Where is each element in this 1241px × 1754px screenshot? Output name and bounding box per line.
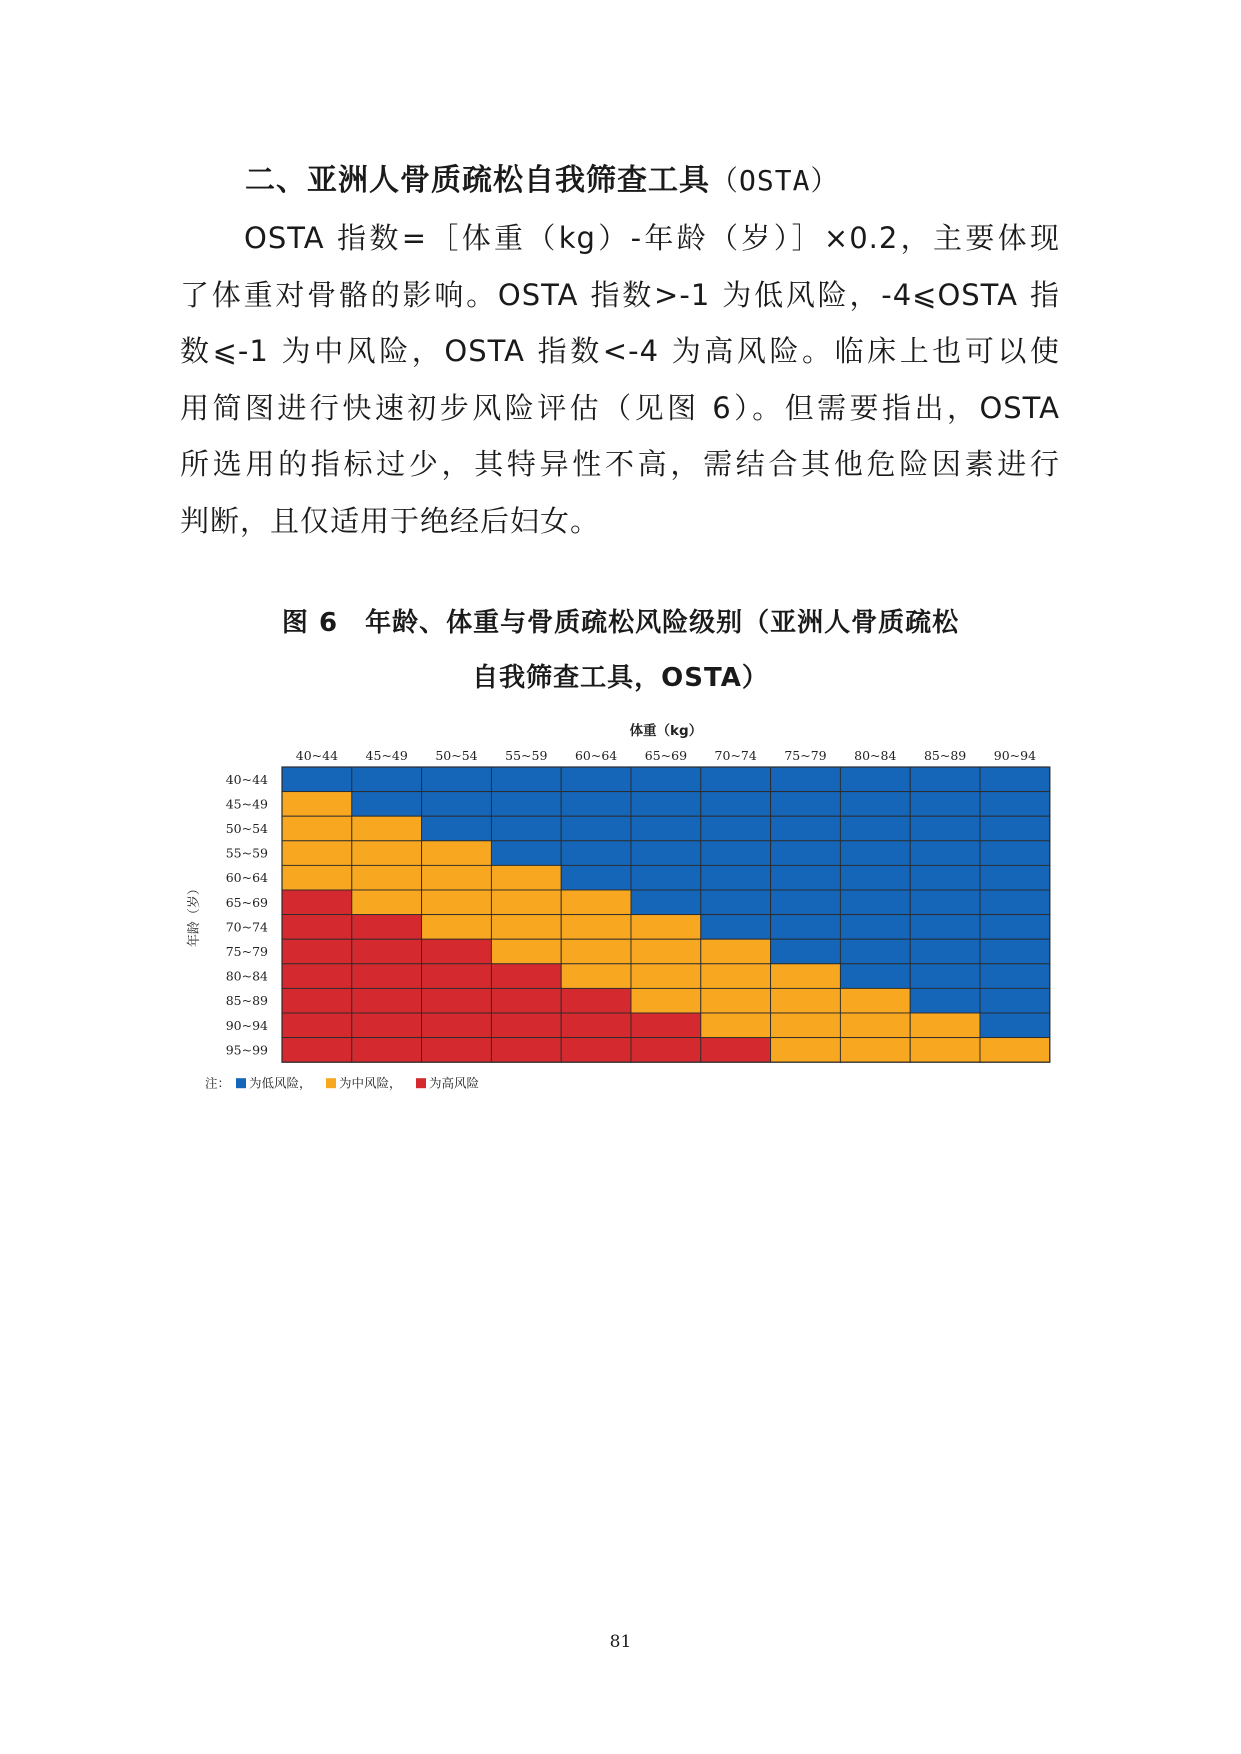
heatmap-cell: [631, 890, 701, 915]
heatmap-cell: [282, 988, 352, 1013]
heatmap-cell: [352, 890, 422, 915]
heatmap-cell: [561, 1038, 631, 1063]
heatmap-cell: [701, 939, 771, 964]
heatmap-cell: [422, 767, 492, 792]
heatmap-cell: [701, 792, 771, 817]
legend-swatch: [236, 1078, 246, 1088]
heatmap-cell: [701, 988, 771, 1013]
page-number: 81: [609, 1632, 632, 1652]
heatmap-cell: [910, 792, 980, 817]
heatmap-cell: [491, 1038, 561, 1063]
heatmap-cell: [701, 915, 771, 940]
heatmap-cell: [980, 890, 1050, 915]
x-tick-label: 90~94: [993, 748, 1037, 763]
heatmap-cell: [561, 1013, 631, 1038]
heatmap-cell: [840, 915, 910, 940]
x-tick-label: 80~84: [854, 748, 897, 763]
heatmap-cell: [631, 865, 701, 890]
heatmap-cell: [980, 792, 1050, 817]
legend-label: 为中风险，: [339, 1075, 402, 1091]
heatmap-cell: [352, 964, 422, 989]
legend-prefix: 注：: [205, 1075, 231, 1091]
y-tick-label: 55~59: [225, 845, 268, 861]
heatmap-cell: [980, 1013, 1050, 1038]
x-tick-label: 75~79: [784, 748, 827, 763]
heatmap-cell: [561, 792, 631, 817]
heatmap-cell: [910, 988, 980, 1013]
y-tick-label: 95~99: [225, 1042, 268, 1058]
heatmap-cell: [771, 1013, 841, 1038]
heatmap-cell: [980, 964, 1050, 989]
heatmap-cell: [910, 841, 980, 866]
heatmap-cell: [701, 841, 771, 866]
y-axis-title: 年龄（岁）: [187, 882, 202, 948]
y-tick-label: 80~84: [225, 968, 268, 984]
heatmap-cell: [491, 890, 561, 915]
x-tick-label: 40~44: [295, 748, 339, 763]
y-tick-label: 40~44: [225, 771, 268, 787]
heatmap-cell: [561, 841, 631, 866]
paragraph-line: 用简图进行快速初步风险评估（见图 6）。但需要指出，OSTA: [180, 390, 1060, 425]
heatmap-cell: [840, 865, 910, 890]
heatmap-cell: [910, 865, 980, 890]
x-tick-label: 85~89: [923, 748, 967, 763]
heatmap-cell: [840, 890, 910, 915]
heatmap-cell: [422, 1013, 492, 1038]
heatmap-cell: [840, 767, 910, 792]
heatmap-cell: [910, 964, 980, 989]
heatmap-cell: [910, 915, 980, 940]
heatmap-cell: [352, 767, 422, 792]
section-heading-abbrev: （OSTA）: [710, 164, 840, 197]
heatmap-cell: [631, 939, 701, 964]
heatmap-cell: [980, 841, 1050, 866]
heatmap-cell: [631, 964, 701, 989]
legend-label: 为高风险: [429, 1075, 480, 1091]
heatmap-cell: [980, 988, 1050, 1013]
heatmap-cell: [631, 988, 701, 1013]
heatmap-cell: [840, 1038, 910, 1063]
figure-caption-line-2: 自我筛查工具，OSTA）: [472, 663, 769, 693]
heatmap-cell: [771, 1038, 841, 1063]
heatmap-cell: [561, 939, 631, 964]
heatmap-cell: [352, 792, 422, 817]
heatmap-cell: [980, 816, 1050, 841]
x-tick-label: 60~64: [574, 748, 618, 763]
heatmap-cell: [910, 939, 980, 964]
figure-caption-line-1: 图 6 年龄、体重与骨质疏松风险级别（亚洲人骨质疏松: [281, 608, 960, 638]
heatmap-cell: [561, 865, 631, 890]
x-tick-label: 45~49: [365, 748, 408, 763]
heatmap-cell: [840, 964, 910, 989]
paragraph-line: 所选用的指标过少，其特异性不高，需结合其他危险因素进行: [180, 447, 1060, 481]
heatmap-cell: [771, 816, 841, 841]
heatmap-cell: [631, 792, 701, 817]
heatmap-cell: [282, 792, 352, 817]
heatmap-cell: [491, 939, 561, 964]
heatmap-cell: [282, 890, 352, 915]
heatmap-cell: [910, 1013, 980, 1038]
y-tick-label: 90~94: [225, 1017, 268, 1033]
section-heading-main: 二、亚洲人骨质疏松自我筛查工具: [245, 163, 710, 198]
y-tick-label: 70~74: [225, 919, 268, 935]
y-tick-label: 75~79: [225, 944, 268, 959]
heatmap-cell: [282, 1013, 352, 1038]
heatmap-cell: [910, 890, 980, 915]
legend-swatch: [416, 1078, 426, 1088]
heatmap-cell: [422, 865, 492, 890]
heatmap-cell: [701, 1013, 771, 1038]
x-axis-title: 体重（kg）: [629, 723, 703, 739]
heatmap-cell: [491, 988, 561, 1013]
heatmap-cell: [840, 1013, 910, 1038]
heatmap-cell: [980, 1038, 1050, 1063]
heatmap-cell: [771, 988, 841, 1013]
y-tick-label: 85~89: [225, 993, 268, 1009]
heatmap-cell: [840, 988, 910, 1013]
heatmap-cell: [282, 767, 352, 792]
heatmap-cell: [282, 1038, 352, 1063]
heatmap-cell: [980, 865, 1050, 890]
y-tick-label: 45~49: [225, 796, 268, 812]
heatmap-cell: [491, 841, 561, 866]
heatmap-cell: [352, 865, 422, 890]
x-tick-label: 55~59: [505, 748, 548, 763]
legend-swatch: [326, 1078, 336, 1088]
heatmap-cell: [422, 816, 492, 841]
y-tick-label: 60~64: [225, 870, 268, 886]
heatmap-cell: [701, 816, 771, 841]
heatmap-cell: [491, 1013, 561, 1038]
heatmap-cell: [282, 865, 352, 890]
heatmap-cell: [422, 964, 492, 989]
paragraph-line: OSTA 指数=［体重（kg）-年龄（岁）］×0.2，主要体现: [244, 221, 1060, 255]
heatmap-cell: [422, 939, 492, 964]
heatmap-cell: [561, 816, 631, 841]
heatmap-cell: [491, 767, 561, 792]
legend-label: 为低风险，: [249, 1075, 312, 1091]
heatmap-cell: [980, 767, 1050, 792]
heatmap-cell: [631, 1013, 701, 1038]
heatmap-cell: [422, 841, 492, 866]
heatmap-cell: [980, 915, 1050, 940]
paragraph-line: 了体重对骨骼的影响。OSTA 指数>-1 为低风险，-4⩽OSTA 指: [180, 277, 1060, 312]
heatmap-cell: [701, 964, 771, 989]
heatmap-cell: [631, 1038, 701, 1063]
heatmap-cell: [422, 890, 492, 915]
heatmap-cell: [422, 988, 492, 1013]
heatmap-cell: [980, 939, 1050, 964]
heatmap-cell: [561, 767, 631, 792]
heatmap-cell: [491, 792, 561, 817]
heatmap-cell: [840, 939, 910, 964]
heatmap-cell: [352, 1038, 422, 1063]
y-tick-label: 65~69: [225, 894, 268, 910]
heatmap-cell: [352, 1013, 422, 1038]
heatmap-cell: [771, 841, 841, 866]
heatmap-cell: [561, 915, 631, 940]
heatmap-cell: [771, 964, 841, 989]
heatmap-cell: [491, 964, 561, 989]
heatmap-cell: [352, 816, 422, 841]
heatmap-cell: [561, 890, 631, 915]
heatmap-cell: [491, 915, 561, 940]
heatmap-cell: [422, 1038, 492, 1063]
heatmap-cell: [631, 816, 701, 841]
heatmap-cell: [631, 841, 701, 866]
paragraph-line: 判断，且仅适用于绝经后妇女。: [180, 503, 601, 538]
heatmap-cell: [422, 792, 492, 817]
heatmap-cell: [282, 841, 352, 866]
heatmap-cell: [840, 841, 910, 866]
heatmap-cell: [561, 964, 631, 989]
heatmap-cell: [771, 767, 841, 792]
heatmap-cell: [491, 865, 561, 890]
heatmap-cell: [282, 816, 352, 841]
y-tick-label: 50~54: [225, 821, 268, 836]
heatmap-cell: [840, 816, 910, 841]
heatmap-cell: [631, 767, 701, 792]
heatmap-cell: [771, 915, 841, 940]
heatmap-cell: [491, 816, 561, 841]
heatmap-cell: [282, 939, 352, 964]
heatmap-cell: [282, 915, 352, 940]
heatmap-cell: [910, 816, 980, 841]
paragraph-line: 数⩽-1 为中风险，OSTA 指数<-4 为高风险。临床上也可以使: [180, 334, 1060, 368]
heatmap-cell: [701, 1038, 771, 1063]
heatmap-cell: [422, 915, 492, 940]
x-tick-label: 65~69: [644, 748, 688, 763]
heatmap-cell: [701, 865, 771, 890]
heatmap-cell: [771, 939, 841, 964]
heatmap-cell: [771, 890, 841, 915]
heatmap-cell: [910, 767, 980, 792]
heatmap-cell: [352, 939, 422, 964]
heatmap-cell: [561, 988, 631, 1013]
heatmap-cell: [352, 915, 422, 940]
x-tick-label: 50~54: [435, 748, 478, 763]
heatmap-cell: [352, 841, 422, 866]
heatmap-cell: [631, 915, 701, 940]
heatmap-cell: [701, 890, 771, 915]
x-tick-label: 70~74: [714, 748, 757, 763]
heatmap-cell: [771, 792, 841, 817]
heatmap-cell: [701, 767, 771, 792]
heatmap-cell: [910, 1038, 980, 1063]
heatmap-cell: [840, 792, 910, 817]
heatmap-cell: [282, 964, 352, 989]
heatmap-cell: [771, 865, 841, 890]
heatmap-cell: [352, 988, 422, 1013]
